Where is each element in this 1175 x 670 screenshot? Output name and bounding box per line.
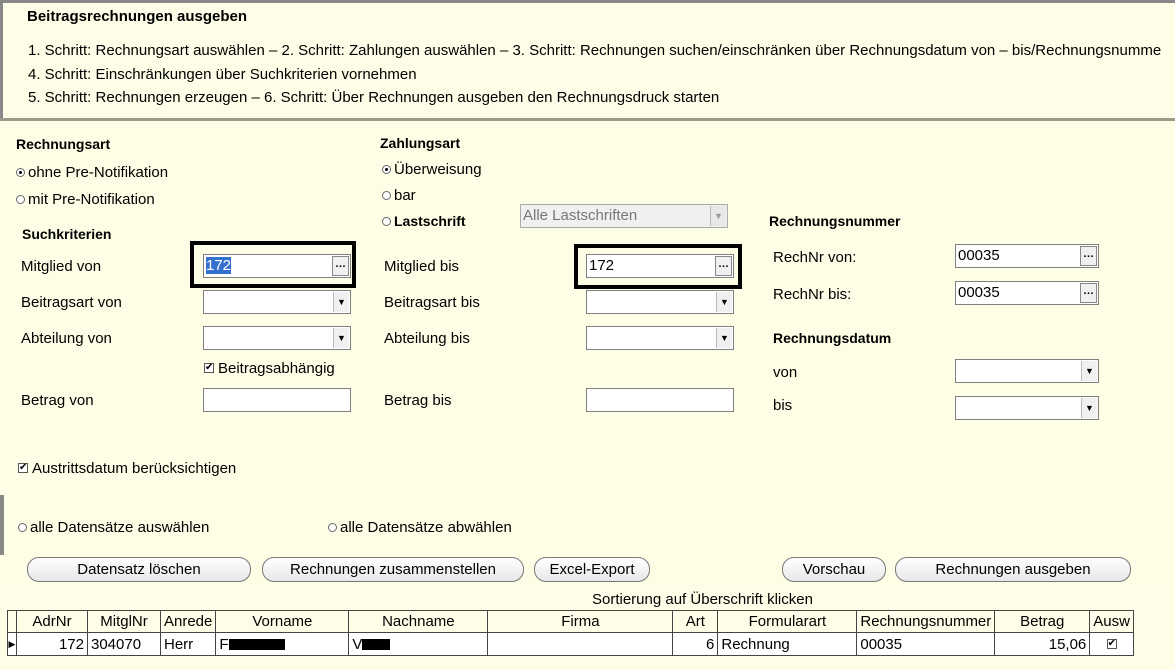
chevron-down-icon: ▼ [1081,398,1097,418]
row-pointer-icon: ▶ [8,633,17,656]
radio-lastschrift[interactable] [382,213,466,229]
cell-firma[interactable] [488,633,673,656]
mitglied-von-field[interactable] [203,254,351,278]
column-header-nachname[interactable]: Nachname [349,611,488,633]
cell-nachname[interactable] [349,633,488,656]
cell-anrede[interactable]: Herr [161,633,216,656]
radio-label: bar [394,187,416,204]
cell-rechnungsnummer[interactable]: 00035 [857,633,995,656]
step-line-2: 4. Schritt: Einschränkungen über Suchkriterien vornehmen [28,66,417,83]
rechnr-bis-label: RechNr bis: [773,286,852,303]
cell-betrag[interactable]: 15,06 [995,633,1090,656]
column-header-betrag[interactable]: Betrag [995,611,1090,633]
redaction-bar [362,639,390,650]
rechnungsnummer-label: Rechnungsnummer [769,213,901,229]
mitglied-bis-value: 172 [589,257,615,274]
row-indicator-header [8,611,17,633]
mitglied-von-label: Mitglied von [21,258,102,275]
cell-ausw[interactable] [1090,633,1134,656]
radio-select-all[interactable] [18,519,209,536]
chevron-down-icon: ▼ [716,328,732,348]
radio-icon [328,523,337,532]
ellipsis-icon[interactable]: … [1080,283,1097,303]
radio-label: mit Pre-Notifikation [28,191,155,208]
invoice-table [7,610,1134,656]
rechnungsart-label: Rechnungsart [16,136,111,152]
compile-invoices-button[interactable]: Rechnungen zusammenstellen [262,557,524,582]
table-row[interactable] [8,633,1134,656]
left-edge-marker [0,495,4,555]
check-icon[interactable]: ✔ [1107,637,1117,649]
output-invoices-button[interactable]: Rechnungen ausgeben [895,557,1131,582]
ellipsis-icon[interactable]: … [1080,246,1097,266]
chevron-down-icon: ▼ [1081,361,1097,381]
ellipsis-icon[interactable]: … [332,256,349,276]
table-header-row [8,611,1134,633]
rechnr-bis-field[interactable] [955,281,1099,305]
radio-bar[interactable] [382,187,416,204]
cell-adrnr[interactable]: 172 [17,633,88,656]
abteilung-bis-select[interactable] [586,326,734,350]
abteilung-von-label: Abteilung von [21,330,112,347]
radio-label: alle Datensätze abwählen [340,519,512,536]
mitglied-von-value: 172 [206,257,232,274]
beitragsabhaengig-checkbox[interactable] [204,360,335,377]
radio-label: Überweisung [394,161,482,178]
rechnr-von-field[interactable] [955,244,1099,268]
step-line-3: 5. Schritt: Rechnungen erzeugen – 6. Schritt: Über Rechnungen ausgeben den Rechnungsdruck starten [28,89,720,106]
abteilung-bis-label: Abteilung bis [384,330,470,347]
betrag-bis-input[interactable] [586,388,734,412]
cell-vorname[interactable] [216,633,349,656]
beitragsart-bis-label: Beitragsart bis [384,294,480,311]
column-header-formularart[interactable]: Formularart [718,611,857,633]
cell-art[interactable]: 6 [673,633,718,656]
mitglied-bis-field[interactable] [586,254,734,278]
rechnr-von-label: RechNr von: [773,249,857,266]
chevron-down-icon: ▼ [716,292,732,312]
chevron-down-icon: ▼ [333,292,349,312]
radio-icon [18,523,27,532]
lastschrift-select[interactable] [520,204,728,228]
rechnungsdatum-label: Rechnungsdatum [773,330,892,346]
zahlungsart-label: Zahlungsart [380,135,461,151]
header-separator [0,118,1175,121]
beitragsart-von-label: Beitragsart von [21,294,122,311]
betrag-bis-label: Betrag bis [384,392,452,409]
beitragsart-von-select[interactable] [203,290,351,314]
radio-label: alle Datensätze auswählen [30,519,210,536]
datum-von-label: von [773,364,798,381]
cell-mitglnr[interactable]: 304070 [88,633,161,656]
radio-icon [16,195,25,204]
radio-ueberweisung[interactable] [382,161,482,178]
radio-icon [16,168,25,177]
ellipsis-icon[interactable]: … [715,256,732,276]
cell-formularart[interactable]: Rechnung [718,633,857,656]
column-header-art[interactable]: Art [673,611,718,633]
rechnr-bis-value: 00035 [958,284,1000,301]
mitglied-bis-label: Mitglied bis [384,258,460,275]
betrag-von-input[interactable] [203,388,351,412]
vorname-initial: F [219,635,229,653]
radio-mit-pre-notifikation[interactable] [16,191,155,208]
beitragsart-bis-select[interactable] [586,290,734,314]
radio-ohne-pre-notifikation[interactable] [16,164,168,181]
datum-von-select[interactable] [955,359,1099,383]
excel-export-button[interactable]: Excel-Export [534,557,650,582]
checkbox-label: Austrittsdatum berücksichtigen [32,460,237,477]
chevron-down-icon: ▼ [333,328,349,348]
radio-deselect-all[interactable] [328,519,512,536]
column-header-mitglnr[interactable]: MitglNr [88,611,161,633]
sort-hint: Sortierung auf Überschrift klicken [592,591,813,608]
delete-record-button[interactable]: Datensatz löschen [27,557,251,582]
rechnr-von-value: 00035 [958,247,1000,264]
column-header-ausw[interactable]: Ausw [1090,611,1134,633]
column-header-rechnungsnummer[interactable]: Rechnungsnummer [857,611,995,633]
nachname-initial: V [352,635,363,653]
redaction-bar [229,639,285,650]
page-title: Beitragsrechnungen ausgeben [27,8,248,25]
radio-icon [382,191,391,200]
column-header-adrnr[interactable]: AdrNr [17,611,88,633]
datum-bis-label: bis [773,397,793,414]
chevron-down-icon: ▼ [710,206,726,226]
radio-label: ohne Pre-Notifikation [28,164,169,181]
radio-icon [382,217,391,226]
column-header-vorname[interactable]: Vorname [216,611,349,633]
abteilung-von-select[interactable] [203,326,351,350]
check-icon: ✔ [19,462,28,474]
step-line-1: 1. Schritt: Rechnungsart auswählen – 2. Schritt: Zahlungen auswählen – 3. Schritt: Rechnungen suchen/einschränken über Rechnungsdatum von – bis/Rechnungsnumme [28,42,1162,59]
check-icon: ✔ [205,362,214,374]
radio-label: Lastschrift [394,213,466,229]
datum-bis-select[interactable] [955,396,1099,420]
column-header-firma[interactable]: Firma [488,611,673,633]
column-header-anrede[interactable]: Anrede [161,611,216,633]
betrag-von-label: Betrag von [21,392,94,409]
radio-icon [382,165,391,174]
austrittsdatum-checkbox[interactable] [18,460,236,477]
suchkriterien-label: Suchkriterien [22,226,112,242]
checkbox-label: Beitragsabhängig [218,360,335,377]
lastschrift-select-value: Alle Lastschriften [523,207,638,224]
preview-button[interactable]: Vorschau [782,557,886,582]
